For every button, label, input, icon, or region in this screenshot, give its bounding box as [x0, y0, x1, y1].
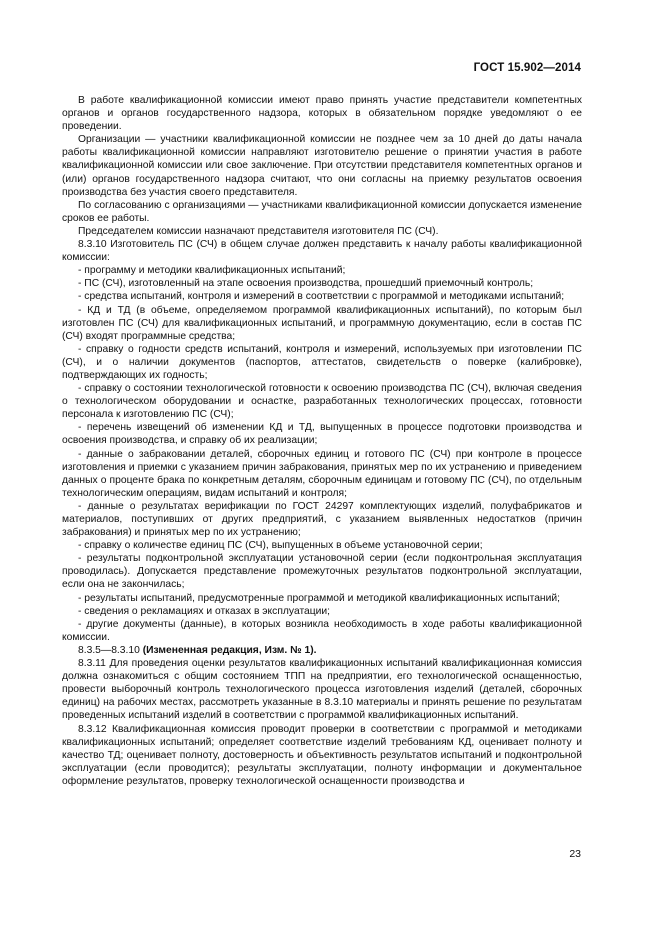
amendment-note: [62, 644, 582, 657]
amendment-ref: 8.3.5—8.3.10: [78, 644, 140, 656]
list-item: - средства испытаний, контроля и измерений в соответствии с программой и методиками испытаний;: [78, 291, 565, 303]
list-item: - справку о состоянии технологической готовности к освоению производства ПС (СЧ), включая сведения о технологическом оборудовании и оснастке, разработанных технологических процессах, готовности персонала к изготовлению ПС (СЧ);: [62, 383, 582, 421]
list-item: - другие документы (данные), в которых возникла необходимость в ходе работы квалификационной комиссии.: [62, 618, 582, 643]
document-body: [62, 94, 582, 788]
page-number: 23: [569, 848, 581, 860]
list-item: - перечень извещений об изменении КД и ТД, выпущенных в процессе подготовки производства и освоения производства, и справку об их реализации;: [62, 422, 582, 447]
list-item: - справку о годности средств испытаний, контроля и измерений, используемых при изготовлении ПС (СЧ), и о наличии документов (паспортов, аттестатов, свидетельств о поверке (калибровке), подтверждающих их годность;: [62, 343, 582, 381]
list-item: - КД и ТД (в объеме, определяемом программой квалификационных испытаний), по которым был изготовлен ПС (СЧ) для квалификационных испытаний, и программную документацию, если в состав ПС (СЧ) входят программные средства;: [62, 304, 582, 342]
list-item: - программу и методики квалификационных испытаний;: [78, 265, 346, 277]
list-item: - результаты испытаний, предусмотренные программой и методикой квалификационных испытаний;: [78, 592, 560, 604]
paragraph: В работе квалификационной комиссии имеют право принять участие представители компетентных органов и органов государственного надзора, которых в обязательном порядке уведомляют о ее проведении.: [62, 95, 582, 133]
list-item: - справку о количестве единиц ПС (СЧ), выпущенных в объеме установочной серии;: [78, 540, 483, 552]
list-item: - ПС (СЧ), изготовленный на этапе освоения производства, прошедший приемочный контроль;: [78, 278, 534, 290]
document-header: ГОСТ 15.902—2014: [473, 62, 581, 74]
paragraph: Организации — участники квалификационной комиссии не позднее чем за 10 дней до даты начала работы квалификационной комиссии направляют изготовителю решение о принятии участия в работе квалификационной комиссии или свое заключение. При отсутствии представителя компетентных органов и (или) органов государственного надзора считают, что они согласны на приемку результатов освоения производства без участия своего представителя.: [62, 134, 582, 198]
clause-8-3-10: 8.3.10 Изготовитель ПС (СЧ) в общем случае должен представить к началу работы квалификационной комиссии:: [62, 239, 582, 264]
list-item: - сведения о рекламациях и отказах в эксплуатации;: [78, 605, 331, 617]
clause-8-3-11: 8.3.11 Для проведения оценки результатов квалификационных испытаний квалификационная комиссия должна ознакомиться с общим состоянием ТПП на предприятии, его технологической оснащенностью, провести выборочный контроль технологического процесса изготовления изделий (деталей, сборочных единиц) на рабочих местах, рассмотреть указанные в 8.3.10 материалы и принять решение по результатам проведенных испытаний изделий в соответствии с программой квалификационных испытаний.: [62, 658, 582, 722]
paragraph: Председателем комиссии назначают представителя изготовителя ПС (СЧ).: [78, 225, 439, 237]
list-item: - данные о забраковании деталей, сборочных единиц и готового ПС (СЧ) при контроле в процессе изготовления и приемки с указанием причин забракования, принятых мер по их устранению и приведением данных о проценте брака по конкретным деталям, сборочным единицам и готовому ПС (СЧ), по отдельным технологическим операциям, видам испытаний и контроля;: [62, 448, 582, 499]
list-item: - результаты подконтрольной эксплуатации установочной серии (если подконтрольная эксплуатация проводилась). Допускается представление промежуточных результатов подконтрольной эксплуатации, если она не закончилась;: [62, 553, 582, 591]
list-item: - данные о результатах верификации по ГОСТ 24297 комплектующих изделий, полуфабрикатов и материалов, поступивших от других предприятий, с указанием выявленных недостатков (причин забракования) и принятых мер по их устранению;: [62, 500, 582, 539]
clause-8-3-12: 8.3.12 Квалификационная комиссия проводит проверки в соответствии с программой и методиками квалификационных испытаний; определяет соответствие изделий требованиям КД, оценивает полноту и качество ТД; оценивает полноту, достоверность и объективность результатов испытаний и подконтрольной эксплуатации (если проводится); результаты эксплуатации, полноту информации и документальное оформление результатов, проверку технологической оснащенности производства и: [62, 723, 582, 787]
paragraph: По согласованию с организациями — участниками квалификационной комиссии допускается изменение сроков ее работы.: [62, 199, 582, 224]
amendment-text: (Измененная редакция, Изм. № 1).: [142, 644, 317, 656]
